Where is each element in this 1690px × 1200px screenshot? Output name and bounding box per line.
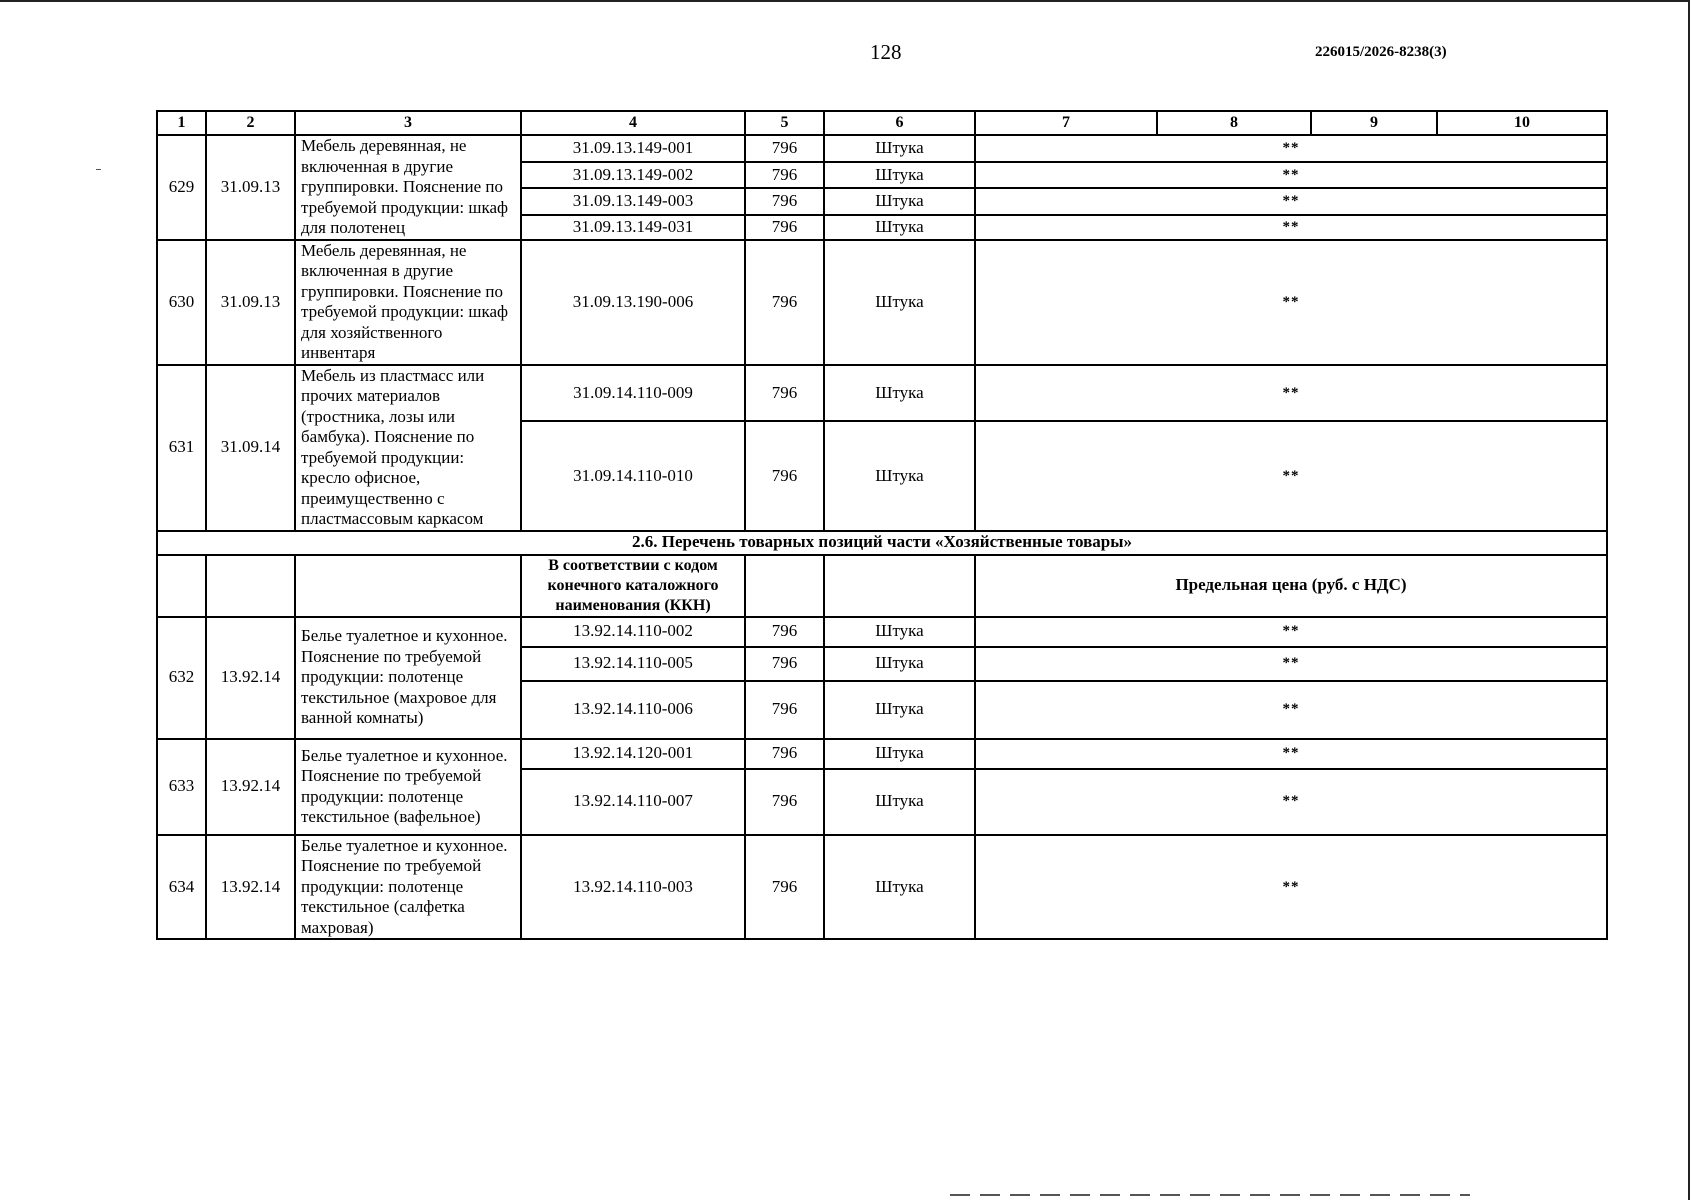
row-number: 633 [157, 739, 206, 835]
price-cell: ** [975, 681, 1607, 739]
empty-cell [824, 555, 975, 617]
okei-code: 796 [745, 835, 824, 940]
unit-name: Штука [824, 135, 975, 162]
price-cell: ** [975, 617, 1607, 647]
subheader-row [157, 555, 1607, 617]
price-cell: ** [975, 365, 1607, 422]
unit-name: Штука [824, 647, 975, 681]
unit-name: Штука [824, 215, 975, 240]
goods-table [156, 110, 1608, 940]
okei-code: 796 [745, 739, 824, 769]
column-number: 4 [521, 111, 745, 135]
row-number: 634 [157, 835, 206, 940]
okei-code: 796 [745, 681, 824, 739]
column-number: 6 [824, 111, 975, 135]
column-number: 7 [975, 111, 1157, 135]
unit-name: Штука [824, 421, 975, 530]
price-cell: ** [975, 739, 1607, 769]
empty-cell [295, 555, 521, 617]
kkn-code: 13.92.14.110-002 [521, 617, 745, 647]
item-description: Мебель деревянная, не включенная в другие группировки. Пояснение по требуемой продукции: шкаф для хозяйственного инвентаря [295, 240, 521, 365]
row-number: 632 [157, 617, 206, 739]
item-description: Белье туалетное и кухонное. Пояснение по требуемой продукции: полотенце текстильное (вафельное) [295, 739, 521, 835]
okpd-code: 31.09.13 [206, 135, 295, 240]
table-row [157, 365, 1607, 422]
table-row [157, 617, 1607, 647]
okpd-code: 13.92.14 [206, 739, 295, 835]
price-cell: ** [975, 135, 1607, 162]
scan-bottom-noise [950, 1194, 1470, 1196]
empty-cell [157, 555, 206, 617]
unit-name: Штука [824, 188, 975, 215]
kkn-code: 31.09.13.149-003 [521, 188, 745, 215]
column-number: 2 [206, 111, 295, 135]
kkn-note: В соответствии с кодом конечного каталожного наименования (ККН) [521, 555, 745, 617]
kkn-code: 13.92.14.110-007 [521, 769, 745, 835]
kkn-code: 31.09.14.110-009 [521, 365, 745, 422]
okei-code: 796 [745, 421, 824, 530]
column-number: 1 [157, 111, 206, 135]
scan-artifact [96, 169, 101, 170]
column-number: 5 [745, 111, 824, 135]
price-cell: ** [975, 421, 1607, 530]
unit-name: Штука [824, 769, 975, 835]
okpd-code: 31.09.14 [206, 365, 295, 531]
row-number: 631 [157, 365, 206, 531]
kkn-code: 31.09.13.190-006 [521, 240, 745, 365]
section-row [157, 531, 1607, 555]
price-cell: ** [975, 835, 1607, 940]
okei-code: 796 [745, 769, 824, 835]
unit-name: Штука [824, 365, 975, 422]
kkn-code: 31.09.13.149-031 [521, 215, 745, 240]
okei-code: 796 [745, 240, 824, 365]
okei-code: 796 [745, 215, 824, 240]
okpd-code: 13.92.14 [206, 835, 295, 940]
document-number: 226015/2026-8238(3) [1315, 44, 1447, 60]
row-number: 630 [157, 240, 206, 365]
column-number: 8 [1157, 111, 1311, 135]
price-cell: ** [975, 162, 1607, 189]
price-note: Предельная цена (руб. с НДС) [975, 555, 1607, 617]
price-cell: ** [975, 769, 1607, 835]
column-number: 3 [295, 111, 521, 135]
table-row [157, 135, 1607, 162]
section-title: 2.6. Перечень товарных позиций части «Хозяйственные товары» [157, 531, 1607, 555]
kkn-code: 13.92.14.120-001 [521, 739, 745, 769]
row-number: 629 [157, 135, 206, 240]
price-cell: ** [975, 647, 1607, 681]
unit-name: Штука [824, 739, 975, 769]
okei-code: 796 [745, 188, 824, 215]
page-number: 128 [870, 40, 902, 64]
kkn-code: 13.92.14.110-005 [521, 647, 745, 681]
price-cell: ** [975, 215, 1607, 240]
okpd-code: 31.09.13 [206, 240, 295, 365]
price-cell: ** [975, 188, 1607, 215]
unit-name: Штука [824, 162, 975, 189]
empty-cell [206, 555, 295, 617]
scan-top-edge [0, 0, 1690, 2]
unit-name: Штука [824, 681, 975, 739]
table-row [157, 739, 1607, 769]
okei-code: 796 [745, 162, 824, 189]
okei-code: 796 [745, 617, 824, 647]
okei-code: 796 [745, 365, 824, 422]
table-row [157, 835, 1607, 940]
item-description: Мебель из пластмасс или прочих материалов (тростника, лозы или бамбука). Пояснение по требуемой продукции: кресло офисное, преимущественно с пластмассовым каркасом [295, 365, 521, 531]
column-number: 10 [1437, 111, 1607, 135]
item-description: Белье туалетное и кухонное. Пояснение по требуемой продукции: полотенце текстильное (махровое для ванной комнаты) [295, 617, 521, 739]
okei-code: 796 [745, 135, 824, 162]
item-description: Мебель деревянная, не включенная в другие группировки. Пояснение по требуемой продукции: шкаф для полотенец [295, 135, 521, 240]
kkn-code: 13.92.14.110-006 [521, 681, 745, 739]
column-number-row [157, 111, 1607, 135]
unit-name: Штука [824, 240, 975, 365]
kkn-code: 31.09.13.149-001 [521, 135, 745, 162]
table-row [157, 240, 1607, 365]
okei-code: 796 [745, 647, 824, 681]
item-description: Белье туалетное и кухонное. Пояснение по требуемой продукции: полотенце текстильное (салфетка махровая) [295, 835, 521, 940]
okpd-code: 13.92.14 [206, 617, 295, 739]
kkn-code: 31.09.13.149-002 [521, 162, 745, 189]
unit-name: Штука [824, 835, 975, 940]
kkn-code: 31.09.14.110-010 [521, 421, 745, 530]
empty-cell [745, 555, 824, 617]
kkn-code: 13.92.14.110-003 [521, 835, 745, 940]
column-number: 9 [1311, 111, 1437, 135]
price-cell: ** [975, 240, 1607, 365]
unit-name: Штука [824, 617, 975, 647]
